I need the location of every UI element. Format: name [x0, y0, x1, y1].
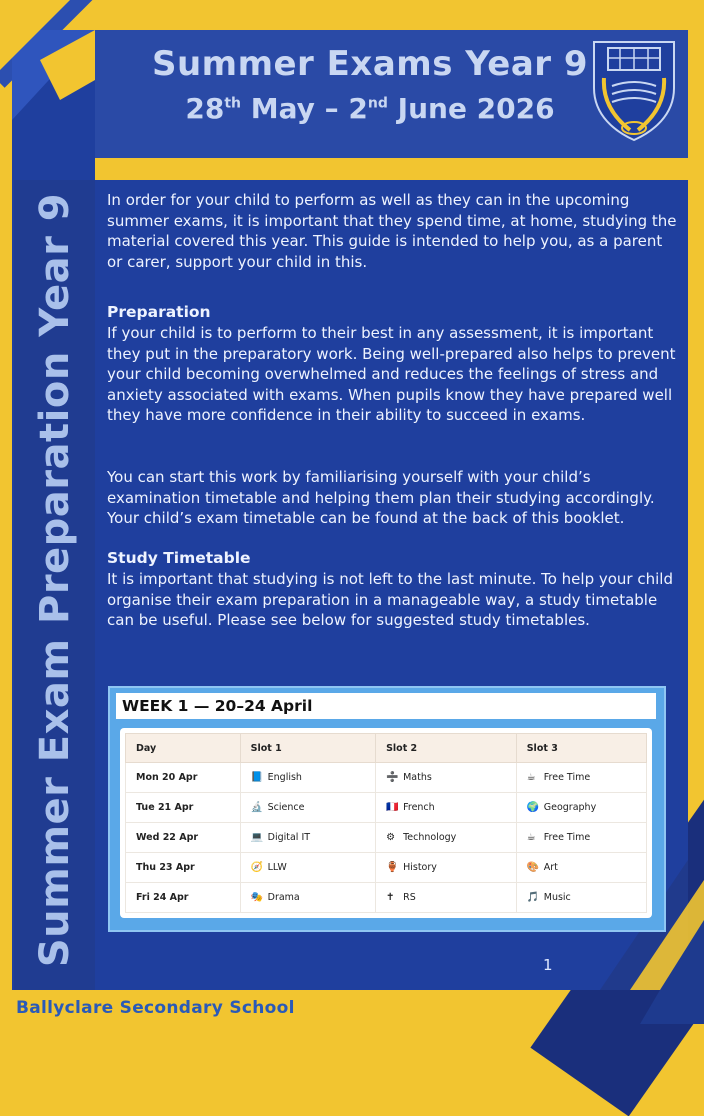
- day-cell: Tue 21 Apr: [126, 793, 241, 823]
- subject-icon: ☕: [526, 832, 536, 843]
- subject-icon: ➗: [386, 772, 399, 783]
- slot-cell: [376, 763, 517, 793]
- day-cell: Mon 20 Apr: [126, 763, 241, 793]
- date-sup-2: nd: [367, 95, 388, 112]
- date-part-2: May – 2: [241, 92, 368, 125]
- subject-icon: 🌍: [526, 802, 540, 813]
- subject-label: RS: [403, 892, 416, 903]
- day-cell: Thu 23 Apr: [126, 853, 241, 883]
- page-number: 1: [543, 956, 553, 974]
- date-sup-1: th: [224, 95, 242, 112]
- subject-label: LLW: [267, 862, 287, 873]
- subject-icon: 🧭: [250, 862, 264, 873]
- subject-label: English: [267, 772, 302, 783]
- header-day: Day: [126, 734, 241, 763]
- week-timetable-card: [108, 686, 666, 932]
- slot-cell: [376, 793, 517, 823]
- header-slot-2: Slot 2: [376, 734, 517, 763]
- study-timetable-paragraph: It is important that studying is not left to the last minute. To help your child organise their exam preparation in a manageable way, a study timetable can be useful. Please see below for suggested study timetables.: [107, 570, 673, 629]
- subject-icon: 🎭: [250, 892, 264, 903]
- slot-cell: [516, 823, 646, 853]
- preparation-paragraph-1: If your child is to perform to their best in any assessment, it is important they put in the preparatory work. Being well-prepared also helps to prevent your child becoming overwhelmed and reduces the feelings of stress and anxiety associated with exams. When pupils know they have prepared well they have more confidence in their ability to succeed in exams.: [107, 324, 676, 424]
- table-row: [126, 883, 647, 913]
- subject-label: Maths: [403, 772, 432, 783]
- date-part-1: 28: [185, 92, 225, 125]
- study-timetable-heading: Study Timetable: [107, 549, 251, 567]
- subject-label: Free Time: [543, 772, 591, 783]
- preparation-heading: Preparation: [107, 303, 211, 321]
- day-cell: Fri 24 Apr: [126, 883, 241, 913]
- subject-icon: ☕: [526, 772, 536, 783]
- subject-label: Science: [267, 802, 305, 813]
- side-title: Summer Exam Preparation Year 9: [32, 192, 78, 968]
- header-slot-3: Slot 3: [516, 734, 646, 763]
- slot-cell: [240, 883, 375, 913]
- table-row: [126, 823, 647, 853]
- subject-icon: 🎨: [526, 862, 540, 873]
- exam-dates: [150, 92, 590, 125]
- subject-label: French: [403, 802, 435, 813]
- table-row: [126, 793, 647, 823]
- subject-icon: 📘: [250, 772, 264, 783]
- school-name-footer: Ballyclare Secondary School: [16, 998, 295, 1018]
- slot-cell: [376, 853, 517, 883]
- gold-band: [95, 158, 688, 180]
- subject-icon: 🎵: [526, 892, 540, 903]
- slot-cell: [240, 763, 375, 793]
- table-body: [126, 763, 647, 913]
- slot-cell: [240, 853, 375, 883]
- slot-cell: [516, 763, 646, 793]
- slot-cell: [516, 793, 646, 823]
- week-title: WEEK 1 — 20–24 April: [116, 693, 656, 719]
- subject-label: Art: [543, 862, 558, 873]
- subject-icon: 🏺: [386, 862, 399, 873]
- subject-icon: ⚙: [386, 832, 396, 843]
- page-title: Summer Exams Year 9: [151, 44, 589, 84]
- slot-cell: [240, 793, 375, 823]
- subject-icon: ✝: [386, 892, 395, 903]
- slot-cell: [376, 883, 517, 913]
- preparation-paragraph-2: You can start this work by familiarising yourself with your child’s examination timetable and helping them plan their studying accordingly. Your child’s exam timetable can be found at the back of this booklet.: [107, 468, 655, 527]
- subject-icon: 🇫🇷: [386, 802, 399, 813]
- subject-label: History: [403, 862, 437, 873]
- intro-paragraph: In order for your child to perform as well as they can in the upcoming summer exams, it is important that they spend time, at home, studying the material covered this year. This guide is intended to help you, as a parent or carer, support your child in this.: [107, 191, 677, 271]
- week-table-container: [120, 728, 652, 918]
- header-slot-1: Slot 1: [240, 734, 375, 763]
- slot-cell: [376, 823, 517, 853]
- week-table: [125, 733, 647, 913]
- subject-label: Free Time: [543, 832, 591, 843]
- slot-cell: [516, 883, 646, 913]
- school-crest-logo: [590, 38, 678, 142]
- subject-label: Drama: [267, 892, 300, 903]
- table-row: [126, 763, 647, 793]
- slot-cell: [516, 853, 646, 883]
- date-part-3: June 2026: [387, 92, 555, 125]
- subject-label: Music: [543, 892, 571, 903]
- table-row: [126, 853, 647, 883]
- subject-label: Digital IT: [267, 832, 311, 843]
- table-header-row: [126, 734, 647, 763]
- subject-label: Geography: [543, 802, 597, 813]
- day-cell: Wed 22 Apr: [126, 823, 241, 853]
- slot-cell: [240, 823, 375, 853]
- subject-label: Technology: [403, 832, 457, 843]
- subject-icon: 💻: [250, 832, 264, 843]
- subject-icon: 🔬: [250, 802, 264, 813]
